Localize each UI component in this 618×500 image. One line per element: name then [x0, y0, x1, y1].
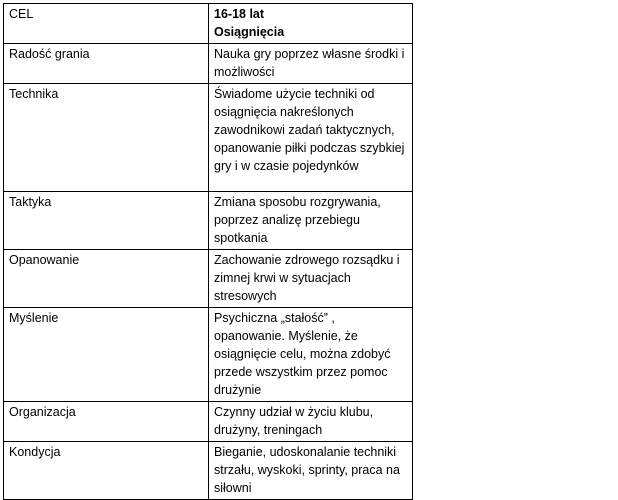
header-cel-label: CEL [9, 7, 34, 21]
goals-table [3, 3, 413, 500]
header-age-group [209, 4, 413, 44]
table-row [4, 308, 413, 402]
row-opis [209, 442, 413, 500]
row-opis [209, 250, 413, 308]
row-opis [209, 308, 413, 402]
table-row [4, 44, 413, 84]
row-opis-text: Zmiana sposobu rozgrywania, poprzez analizę przebiegu spotkania [214, 195, 381, 245]
row-cel [4, 442, 209, 500]
table-header-row [4, 4, 413, 44]
row-cel-text: Taktyka [9, 195, 52, 209]
row-cel [4, 84, 209, 192]
row-cel [4, 402, 209, 442]
row-cel-text: Radość grania [9, 47, 90, 61]
table-row [4, 442, 413, 500]
row-cel-text: Organizacja [9, 405, 76, 419]
table-row [4, 402, 413, 442]
row-opis-text: Nauka gry poprzez własne środki i możliwości [214, 47, 405, 79]
row-cel [4, 192, 209, 250]
row-cel-text: Opanowanie [9, 253, 80, 267]
row-cel-text: Myślenie [9, 311, 59, 325]
table-row [4, 192, 413, 250]
row-cel-text: Kondycja [9, 445, 61, 459]
row-cel-text: Technika [9, 87, 59, 101]
row-opis [209, 84, 413, 192]
row-opis [209, 192, 413, 250]
row-opis-text: Zachowanie zdrowego rozsądku i zimnej krwi w sytuacjach stresowych [214, 253, 400, 303]
header-cel [4, 4, 209, 44]
row-opis-text: Świadome użycie techniki od osiągnięcia nakreślonych zawodnikowi zadań taktycznych, opanowanie piłki podczas szybkiej gry i w czasie pojedynków [214, 87, 405, 173]
row-opis-text: Psychiczna „stałość” , opanowanie. Myślenie, że osiągnięcie celu, można zdobyć przede wszystkim przez pomoc drużynie [214, 311, 391, 397]
row-cel [4, 44, 209, 84]
row-opis [209, 402, 413, 442]
row-opis-text: Czynny udział w życiu klubu, drużyny, treningach [214, 405, 374, 437]
table-row [4, 84, 413, 192]
header-age-range: 16-18 lat [214, 7, 265, 21]
row-cel [4, 308, 209, 402]
header-achievements: Osiągnięcia [214, 25, 285, 39]
table-row [4, 250, 413, 308]
row-opis-text: Bieganie, udoskonalanie techniki strzału, wyskoki, sprinty, praca na siłowni [214, 445, 400, 495]
row-cel [4, 250, 209, 308]
row-opis [209, 44, 413, 84]
